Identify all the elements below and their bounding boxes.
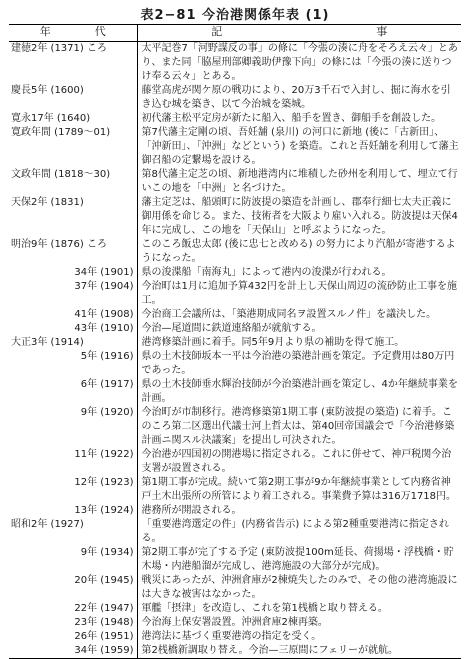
chronology-table bbox=[9, 24, 461, 659]
year-cell: 26年 (1951) bbox=[9, 630, 137, 644]
event-cell: 今治商工会議所は、「築港期成同名ヲ設置スルノ件」を議決した。 bbox=[141, 309, 437, 320]
event-cell: 第7代藩主定剛の頃、吾妊舗 (泉川) の河口に新地 (後に「古新田」、「沖新田」、「沖洲」などという) を築造。これと吾妊舗を利用して藩主御召船の定繋場を設ける。 bbox=[141, 127, 459, 166]
year-cell: 大正3年 (1914) bbox=[9, 336, 137, 350]
event-cell: 今治海上保安署設置。沖洲倉庫2棟再築。 bbox=[141, 617, 328, 628]
event-cell: 第2期工事が完了する予定 (東防波提100m延長、荷揚場・浮桟橋・貯木場・内港船溜が完成し、港湾施設の大部分が完成)。 bbox=[141, 547, 454, 572]
event-cell: 港湾修築計画に着手。同5年9月より県の補助を得て施工。 bbox=[141, 337, 405, 348]
table-row bbox=[9, 476, 461, 504]
table-row bbox=[9, 546, 461, 574]
year-cell: 慶長5年 (1600) bbox=[9, 84, 137, 112]
table-row bbox=[9, 112, 461, 126]
year-cell: 天保2年 (1831) bbox=[9, 196, 137, 238]
event-cell: 第2桟橋新調取り替え。今治—三原間にフェリーが就航。 bbox=[137, 644, 461, 659]
event-cell: 軍艦「摂津」を改造し、これを第1桟橋と取り替える。 bbox=[141, 603, 388, 614]
table-row bbox=[9, 644, 461, 659]
table-title: 表2−81 今治港関係年表 (1) bbox=[140, 8, 330, 23]
event-cell: 第1期工事が完成。続いて第2期工事が9か年継続事業として内務省神戸土木出張所の所管により着工される。事業費予算は316万1718円。 bbox=[141, 477, 457, 502]
event-cell: 今治—尾道間に鉄道連絡船が就航する。 bbox=[141, 323, 322, 334]
year-cell: 昭和2年 (1927) bbox=[9, 518, 137, 546]
event-cell: 港湾法に基づく重要港湾の指定を受く。 bbox=[141, 631, 322, 642]
year-cell: 寛政年間 (1789〜01) bbox=[9, 126, 137, 168]
event-cell: 太平記巻7「河野謀反の事」の條に「今張の湊に舟をそろえ云々」とあり、また同「脇屋刑部卿義助伊豫下向」の條には「今張の湊に送りつけ奉る云々」とある。 bbox=[141, 43, 458, 82]
year-cell: 6年 (1917) bbox=[9, 378, 137, 406]
table-row bbox=[9, 42, 461, 85]
header-row bbox=[9, 25, 461, 42]
year-column-header: 年 代 bbox=[9, 25, 137, 42]
year-cell: 23年 (1948) bbox=[9, 616, 137, 630]
year-cell: 43年 (1910) bbox=[9, 322, 137, 336]
table-row bbox=[9, 168, 461, 196]
year-cell: 12年 (1923) bbox=[9, 476, 137, 504]
year-cell: 34年 (1959) bbox=[9, 644, 137, 659]
event-cell: 県の土木技師坂本一平は今治港の築港計画を策定。予定費用は80万円であった。 bbox=[141, 351, 455, 376]
year-cell: 建徳2年 (1371) ころ bbox=[9, 42, 137, 85]
year-cell: 寛永17年 (1640) bbox=[9, 112, 137, 126]
year-cell: 41年 (1908) bbox=[9, 308, 137, 322]
table-row bbox=[9, 84, 461, 112]
year-cell: 文政年間 (1818〜30) bbox=[9, 168, 137, 196]
year-cell: 9年 (1920) bbox=[9, 406, 137, 448]
year-cell: 11年 (1922) bbox=[9, 448, 137, 476]
year-cell: 37年 (1904) bbox=[9, 280, 137, 308]
year-cell: 13年 (1924) bbox=[9, 504, 137, 518]
year-cell: 20年 (1945) bbox=[9, 574, 137, 602]
table-row bbox=[9, 616, 461, 630]
event-column-header: 記 事 bbox=[137, 25, 461, 42]
table-row bbox=[9, 448, 461, 476]
table-row bbox=[9, 126, 461, 168]
table-row bbox=[9, 630, 461, 644]
table-row bbox=[9, 322, 461, 336]
event-cell: 県の浚渫船「南海丸」によって港内の浚渫が行われる。 bbox=[141, 267, 392, 278]
table-row bbox=[9, 602, 461, 616]
table-row bbox=[9, 350, 461, 378]
year-cell: 22年 (1947) bbox=[9, 602, 137, 616]
table-row bbox=[9, 196, 461, 238]
event-cell: 初代藩主松平定房が新たに船入、船手を置き、御船手を創設した。 bbox=[141, 113, 442, 124]
year-cell: 明治9年 (1876) ころ bbox=[9, 238, 137, 266]
table-row bbox=[9, 280, 461, 308]
event-cell: 今治港が四国初の開港場に指定される。これに併せて、神戸税関今治支署が設置される。 bbox=[141, 449, 452, 474]
event-cell: 今治町は1月に追加予算432円を計上し天保山周辺の流砂防止工事を施工。 bbox=[141, 281, 457, 306]
table-row bbox=[9, 238, 461, 266]
event-cell: このころ飯忠太郎 (後に忠七と改める) の努力により汽船が寄港するようになった。 bbox=[141, 239, 456, 264]
event-cell: 「重要港湾選定の件」(内務省告示) による第2種重要港湾に指定される。 bbox=[141, 519, 449, 544]
event-cell: 戦災にあったが、沖洲倉庫が2棟焼失したのみで、その他の港湾施設には大きな被害はなかった。 bbox=[141, 575, 458, 600]
event-cell: 県の土木技師垂水輝治技師が今治築港計画を策定し、4か年継続事業を計画。 bbox=[141, 379, 458, 404]
table-row bbox=[9, 406, 461, 448]
table-row bbox=[9, 574, 461, 602]
event-cell: 第8代藩主定芝の頃、新地港湾内に堆積した砂州を利用して、埋立て行いこの地を「中洲」と名づけた。 bbox=[141, 169, 458, 194]
event-cell: 藩主定芝は、船頭町に防波提の築造を計画し、郡奉行細七太夫正義に御用係を命じる。また、技術者を大阪より雇い入れる。防波提は天保4年に完成し、この地を「天保山」と呼ぶようになった。 bbox=[141, 197, 458, 236]
table-row bbox=[9, 378, 461, 406]
table-row bbox=[9, 308, 461, 322]
table-row bbox=[9, 504, 461, 518]
event-cell: 藤堂高虎が関ケ原の戦功により、20万3千石で入封し、掘に海水を引き込む城を築き、以て今治城を築城。 bbox=[141, 85, 451, 110]
event-cell: 港務所が開設される。 bbox=[141, 505, 242, 516]
year-cell: 9年 (1934) bbox=[9, 546, 137, 574]
table-row bbox=[9, 518, 461, 546]
event-cell: 今治町が市制移行。港湾修築第1期工事 (東防波提の築造) に着手。このころ第二区選出代議士河上哲太は、第40回帝国議会で「今治港修築計画ニ関スル決議案」を提出し可決された。 bbox=[141, 407, 455, 446]
table-row bbox=[9, 336, 461, 350]
year-cell: 34年 (1901) bbox=[9, 266, 137, 280]
table-row bbox=[9, 266, 461, 280]
year-cell: 5年 (1916) bbox=[9, 350, 137, 378]
